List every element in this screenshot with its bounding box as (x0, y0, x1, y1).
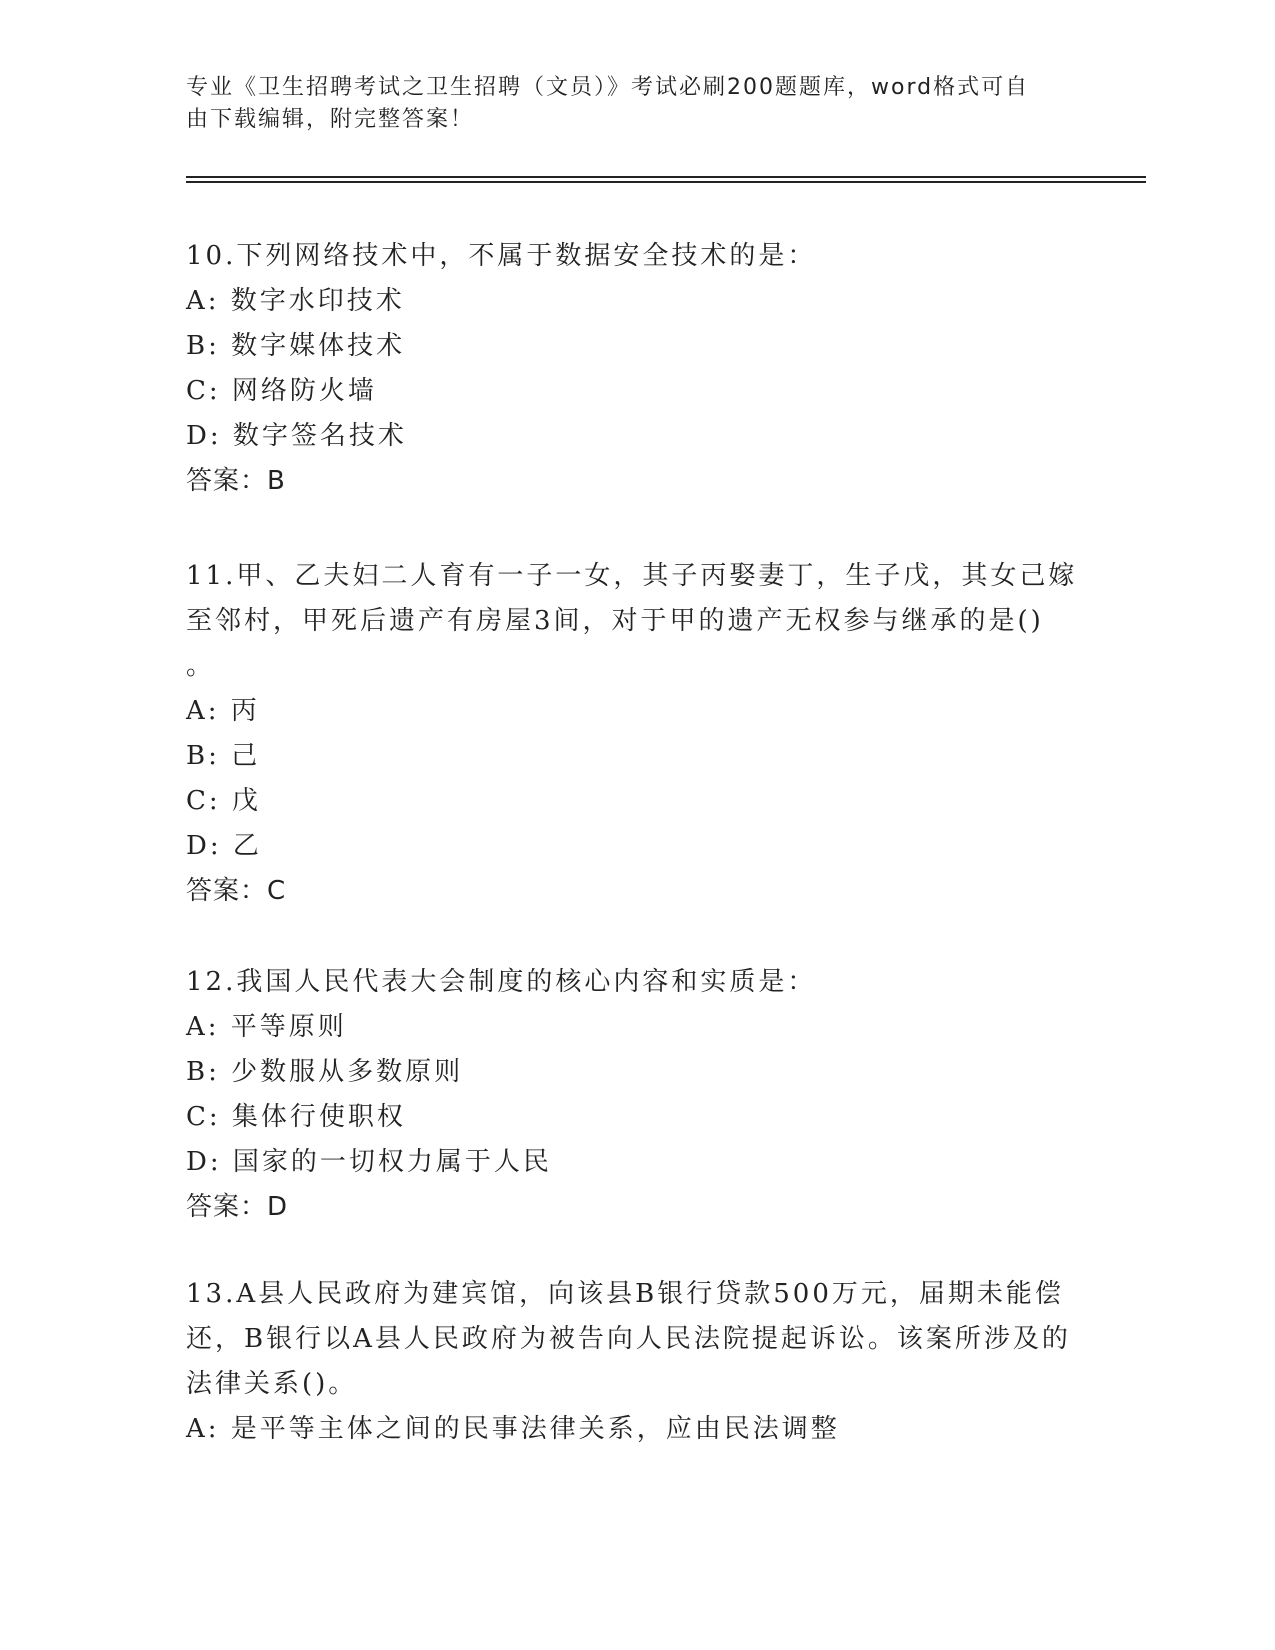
question-stem-line-3: 。 (186, 651, 216, 681)
header-line-2: 由下载编辑，附完整答案！ (186, 107, 475, 132)
option-c: C: 戊 (186, 786, 261, 816)
question-stem-line-1: 11.甲、乙夫妇二人育有一子一女，其子丙娶妻丁，生子戊，其女己嫁 (186, 561, 1078, 591)
header-divider-bottom (186, 181, 1146, 183)
option-a: A: 数字水印技术 (186, 286, 405, 316)
option-d: D: 数字签名技术 (186, 421, 407, 451)
question-11 (186, 554, 1086, 914)
question-stem-line-1: 13.A县人民政府为建宾馆，向该县B银行贷款500万元，届期未能偿 (186, 1279, 1064, 1309)
option-a: A: 是平等主体之间的民事法律关系，应由民法调整 (186, 1414, 840, 1444)
option-d: D: 国家的一切权力属于人民 (186, 1147, 552, 1177)
option-a: A: 丙 (186, 696, 260, 726)
option-b: B: 己 (186, 741, 261, 771)
question-stem: 12.我国人民代表大会制度的核心内容和实质是： (186, 967, 817, 997)
answer: 答案：C (186, 876, 287, 906)
question-stem-line-3: 法律关系()。 (186, 1369, 358, 1399)
header-divider-top (186, 176, 1146, 178)
question-stem-line-2: 至邻村，甲死后遗产有房屋3间，对于甲的遗产无权参与继承的是() (186, 606, 1044, 636)
option-c: C: 网络防火墙 (186, 376, 377, 406)
option-c: C: 集体行使职权 (186, 1102, 406, 1132)
option-b: B: 数字媒体技术 (186, 331, 406, 361)
question-12 (186, 960, 1086, 1230)
question-stem: 10.下列网络技术中，不属于数据安全技术的是： (186, 241, 817, 271)
question-13 (186, 1272, 1086, 1452)
option-a: A: 平等原则 (186, 1012, 347, 1042)
answer: 答案：D (186, 1192, 289, 1222)
option-b: B: 少数服从多数原则 (186, 1057, 464, 1087)
answer: 答案：B (186, 466, 286, 496)
question-stem-line-2: 还，B银行以A县人民政府为被告向人民法院提起诉讼。该案所涉及的 (186, 1324, 1071, 1354)
question-10 (186, 234, 1086, 504)
document-header (186, 72, 1086, 136)
option-d: D: 乙 (186, 831, 262, 861)
header-line-1: 专业《卫生招聘考试之卫生招聘（文员）》考试必刷200题题库，word格式可自 (186, 75, 1030, 100)
